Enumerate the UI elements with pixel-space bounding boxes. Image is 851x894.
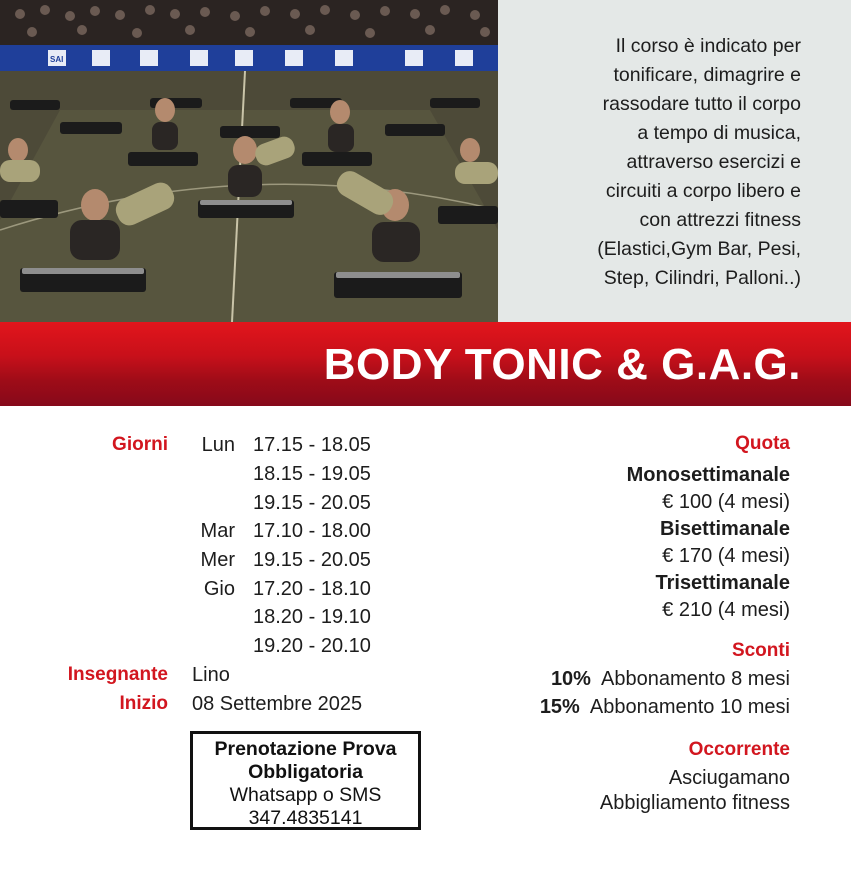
required-item: Abbigliamento fitness [599, 792, 790, 814]
schedule-time: 19.15 - 20.05 [253, 549, 371, 571]
start-date: 08 Settembre 2025 [192, 693, 363, 715]
booking-phone[interactable]: 347.4835141 [248, 807, 363, 829]
schedule-time: 19.20 - 20.10 [253, 635, 371, 657]
discount-percent: 10% [550, 668, 591, 690]
fee-plan-price: € 170 (4 mesi) [662, 545, 790, 567]
required-heading: Occorrente [688, 739, 790, 760]
fee-plan-name: Trisettimanale [655, 572, 790, 594]
required-item: Asciugamano [668, 767, 790, 789]
fee-heading: Quota [735, 433, 790, 454]
teacher-label: Insegnante [67, 664, 168, 685]
discounts-heading: Sconti [731, 640, 790, 661]
booking-line2: Obbligatoria [248, 761, 363, 783]
fee-plan-name: Monosettimanale [626, 464, 790, 486]
booking-box [190, 731, 421, 830]
booking-line1: Prenotazione Prova [214, 738, 397, 760]
discount-text: Abbonamento 10 mesi [589, 696, 790, 718]
hero-photo [0, 0, 498, 322]
fee-plan-price: € 100 (4 mesi) [662, 491, 790, 513]
schedule-day: Lun [201, 434, 235, 456]
schedule-time: 18.20 - 19.10 [253, 606, 371, 628]
discount-text: Abbonamento 8 mesi [600, 668, 790, 690]
teacher-name: Lino [192, 664, 230, 686]
discount-item [540, 696, 790, 719]
schedule-time: 17.15 - 18.05 [253, 434, 371, 456]
discount-percent: 15% [539, 696, 580, 718]
schedule-day: Gio [203, 578, 235, 600]
discount-item [551, 668, 790, 691]
fee-plan-name: Bisettimanale [659, 518, 790, 540]
schedule-day: Mar [200, 520, 235, 542]
schedule-day: Mer [200, 549, 235, 571]
schedule-time: 17.20 - 18.10 [253, 578, 371, 600]
fitness-class-illustration [0, 0, 498, 322]
banner-logo: SAI [50, 55, 64, 64]
days-label: Giorni [112, 434, 168, 455]
course-description: Il corso è indicato per tonificare, dimagrire e rassodare tutto il corpo a tempo di musica, attraverso esercizi e circuiti a corpo libero e con attrezzi fitness (Elastici,Gym Bar, Pesi, Step, Cilindri, Palloni..) [597, 35, 801, 289]
schedule-time: 19.15 - 20.05 [253, 492, 371, 514]
start-label: Inizio [119, 693, 168, 714]
schedule-time: 18.15 - 19.05 [253, 463, 371, 485]
schedule-time: 17.10 - 18.00 [253, 520, 371, 542]
booking-contact-method: Whatsapp o SMS [229, 784, 382, 806]
fee-plan-price: € 210 (4 mesi) [662, 599, 790, 621]
course-title: BODY TONIC & G.A.G. [323, 340, 801, 389]
